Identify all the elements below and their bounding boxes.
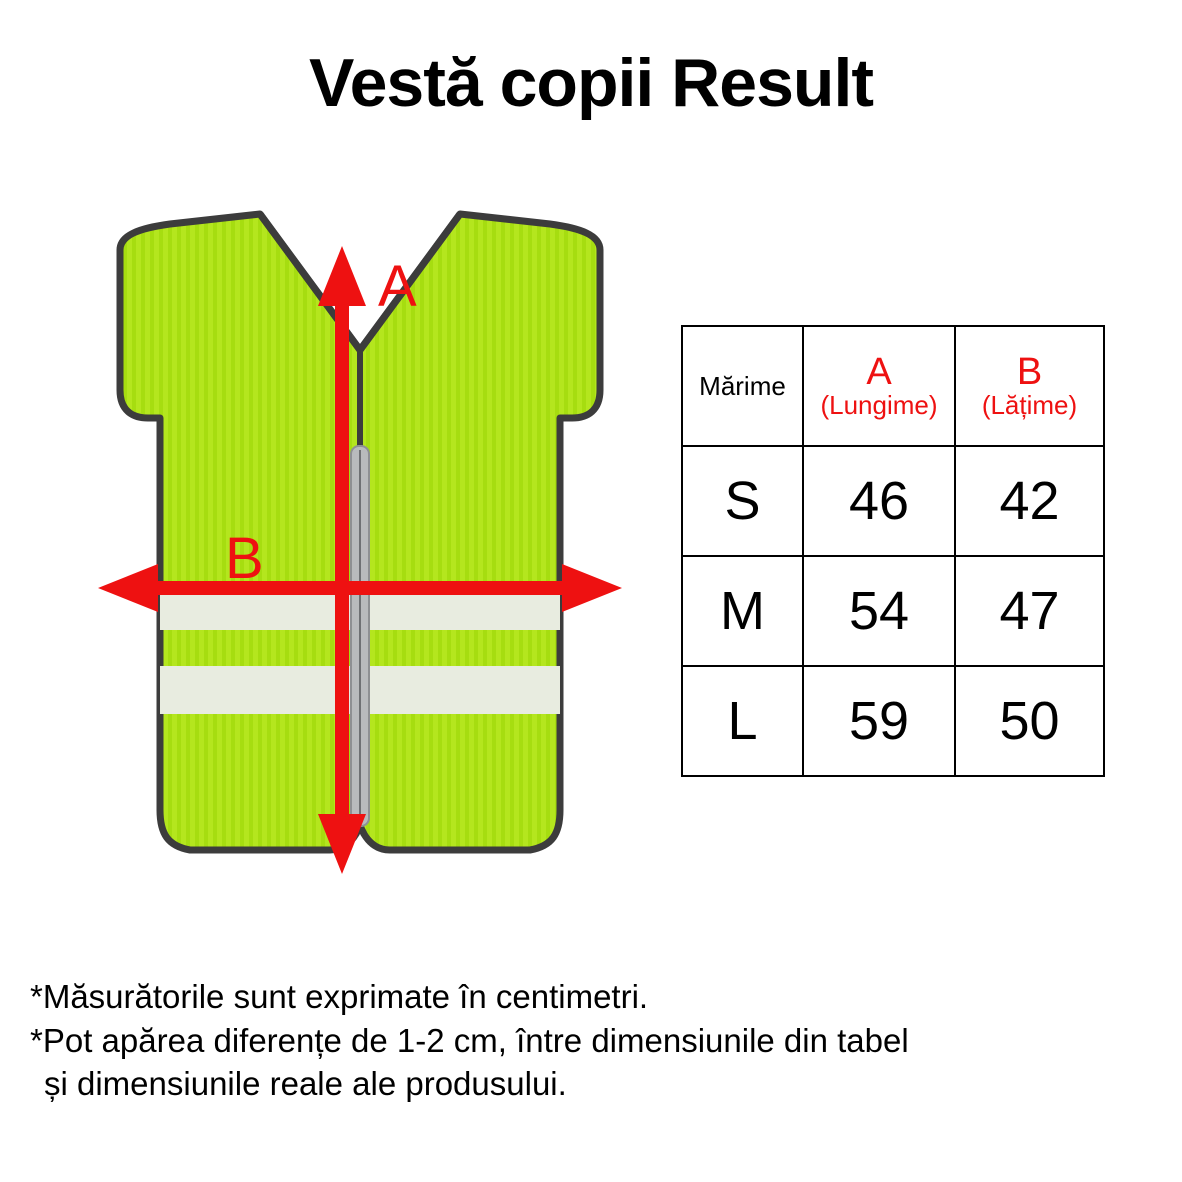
footnote-line-2: *Pot apărea diferențe de 1-2 cm, între dimensiunile din tabel <box>30 1021 909 1059</box>
header-size-label: Mărime <box>699 370 786 401</box>
cell-length: 54 <box>803 556 955 666</box>
header-a-sub: (Lungime) <box>820 389 938 420</box>
cell-size: S <box>682 446 803 556</box>
table-header-row <box>682 326 1104 446</box>
footnote-line-1: *Măsurătorile sunt exprimate în centimetri. <box>30 978 649 1015</box>
header-b-sub: (Lățime) <box>981 389 1078 420</box>
cell-size: L <box>682 666 803 776</box>
cell-length: 59 <box>803 666 955 776</box>
cell-width: 42 <box>955 446 1104 556</box>
header-b-letter: B <box>1016 350 1043 393</box>
header-a-letter: A <box>866 350 892 393</box>
cell-length: 46 <box>803 446 955 556</box>
header-cell-size <box>682 326 803 446</box>
cell-size: M <box>682 556 803 666</box>
table-row <box>682 556 1104 666</box>
vest-body <box>115 214 615 850</box>
table-row <box>682 446 1104 556</box>
diagram-label-b: B <box>225 526 264 591</box>
size-chart-table <box>681 325 1105 777</box>
footnote-line-3: și dimensiunile reale ale produsului. <box>44 1065 567 1103</box>
page-title: Vestă copii Result <box>309 45 873 121</box>
header-cell-a <box>803 326 955 446</box>
cell-width: 50 <box>955 666 1104 776</box>
vest-diagram <box>60 210 660 910</box>
diagram-label-a: A <box>378 254 417 319</box>
header-cell-b <box>955 326 1104 446</box>
cell-width: 47 <box>955 556 1104 666</box>
table-row <box>682 666 1104 776</box>
footnotes <box>30 975 1160 1106</box>
